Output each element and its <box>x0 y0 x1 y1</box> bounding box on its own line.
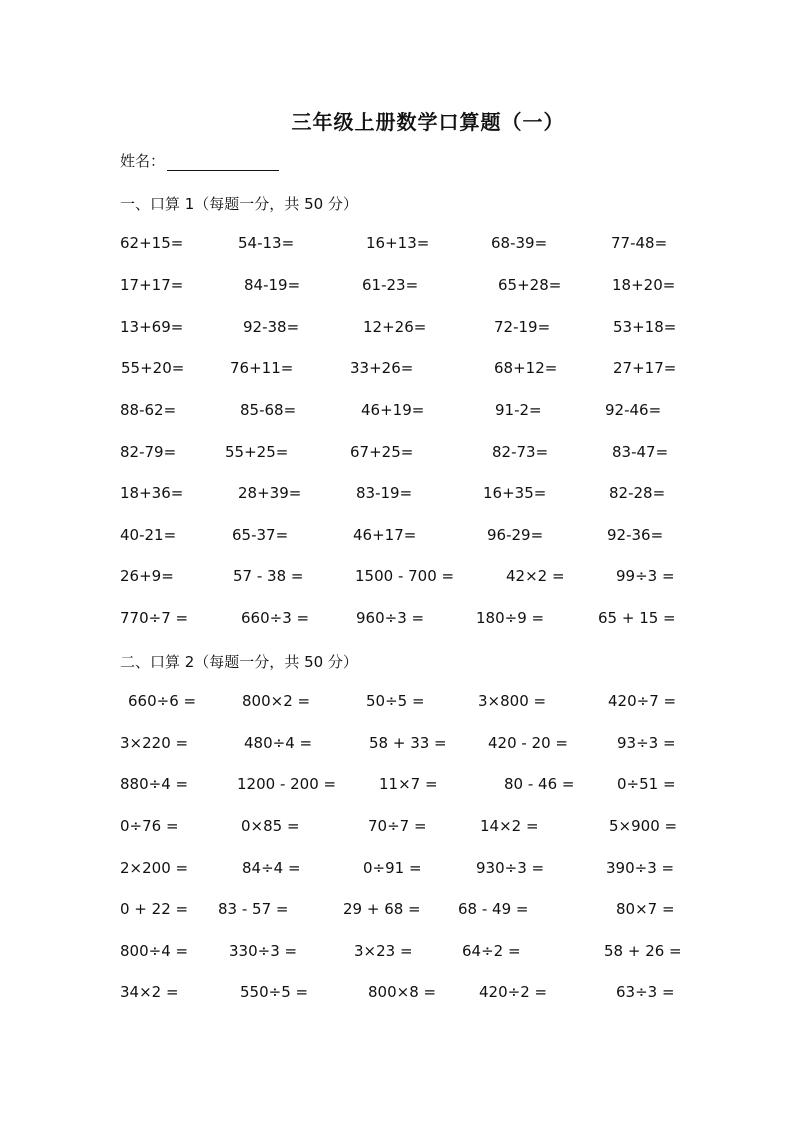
problem-item: 3×23 = <box>354 942 413 960</box>
problem-item: 420÷7 = <box>608 692 677 710</box>
name-label: 姓名： <box>120 152 166 170</box>
page-title: 三年级上册数学口算题（一） <box>291 110 565 134</box>
problem-item: 390÷3 = <box>606 859 675 877</box>
problem-item: 11×7 = <box>379 775 438 793</box>
problem-item: 55+20= <box>121 359 185 377</box>
problem-item: 26+9= <box>120 567 174 585</box>
section-2-heading: 二、口算 2（每题一分，共 50 分） <box>120 653 358 671</box>
problem-item: 800×8 = <box>368 983 437 1001</box>
problem-item: 72-19= <box>494 318 551 336</box>
problem-item: 0 + 22 = <box>120 900 189 918</box>
problem-item: 40-21= <box>120 526 177 544</box>
problem-item: 70÷7 = <box>368 817 427 835</box>
problem-item: 91-2= <box>495 401 542 419</box>
problem-item: 85-68= <box>240 401 297 419</box>
problem-item: 28+39= <box>238 484 302 502</box>
problem-item: 46+19= <box>361 401 425 419</box>
problem-item: 42×2 = <box>506 567 565 585</box>
problem-item: 3×800 = <box>478 692 547 710</box>
problem-item: 2×200 = <box>120 859 189 877</box>
problem-item: 420 - 20 = <box>488 734 569 752</box>
problem-item: 93÷3 = <box>617 734 676 752</box>
problem-item: 0÷76 = <box>120 817 179 835</box>
problem-item: 34×2 = <box>120 983 179 1001</box>
name-field <box>120 150 279 171</box>
problem-item: 82-79= <box>120 443 177 461</box>
problem-item: 83 - 57 = <box>218 900 289 918</box>
problem-item: 92-38= <box>243 318 300 336</box>
section-1-heading: 一、口算 1（每题一分，共 50 分） <box>120 195 358 213</box>
problem-item: 96-29= <box>487 526 544 544</box>
problem-item: 80×7 = <box>616 900 675 918</box>
problem-item: 550÷5 = <box>240 983 309 1001</box>
problem-item: 54-13= <box>238 234 295 252</box>
problem-item: 17+17= <box>120 276 184 294</box>
problem-item: 800×2 = <box>242 692 311 710</box>
problem-item: 92-36= <box>607 526 664 544</box>
problem-item: 65+28= <box>498 276 562 294</box>
problem-item: 14×2 = <box>480 817 539 835</box>
problem-item: 930÷3 = <box>476 859 545 877</box>
problem-item: 63÷3 = <box>616 983 675 1001</box>
problem-item: 46+17= <box>353 526 417 544</box>
problem-item: 84÷4 = <box>242 859 301 877</box>
problem-item: 0÷51 = <box>617 775 676 793</box>
problem-item: 180÷9 = <box>476 609 545 627</box>
problem-item: 660÷3 = <box>241 609 310 627</box>
problem-item: 61-23= <box>362 276 419 294</box>
problem-item: 88-62= <box>120 401 177 419</box>
problem-item: 1500 - 700 = <box>355 567 455 585</box>
problem-item: 68-39= <box>491 234 548 252</box>
problem-item: 83-47= <box>612 443 669 461</box>
problem-item: 53+18= <box>613 318 677 336</box>
problem-item: 420÷2 = <box>479 983 548 1001</box>
problem-item: 82-28= <box>609 484 666 502</box>
problem-item: 62+15= <box>120 234 184 252</box>
problem-item: 64÷2 = <box>462 942 521 960</box>
problem-item: 960÷3 = <box>356 609 425 627</box>
problem-item: 83-19= <box>356 484 413 502</box>
problem-item: 0×85 = <box>241 817 300 835</box>
problem-item: 5×900 = <box>609 817 678 835</box>
problem-item: 65-37= <box>232 526 289 544</box>
problem-item: 16+35= <box>483 484 547 502</box>
problem-item: 67+25= <box>350 443 414 461</box>
problem-item: 84-19= <box>244 276 301 294</box>
problem-item: 880÷4 = <box>120 775 189 793</box>
problem-item: 800÷4 = <box>120 942 189 960</box>
problem-item: 77-48= <box>611 234 668 252</box>
problem-item: 480÷4 = <box>244 734 313 752</box>
problem-item: 330÷3 = <box>229 942 298 960</box>
problem-item: 57 - 38 = <box>233 567 304 585</box>
problem-item: 82-73= <box>492 443 549 461</box>
problem-item: 76+11= <box>230 359 294 377</box>
problem-item: 16+13= <box>366 234 430 252</box>
problem-item: 29 + 68 = <box>343 900 421 918</box>
problem-item: 80 - 46 = <box>504 775 575 793</box>
problem-item: 50÷5 = <box>366 692 425 710</box>
problem-item: 33+26= <box>350 359 414 377</box>
problem-item: 18+20= <box>612 276 676 294</box>
problem-item: 92-46= <box>605 401 662 419</box>
name-blank-line <box>167 154 279 171</box>
problem-item: 55+25= <box>225 443 289 461</box>
problem-item: 3×220 = <box>120 734 189 752</box>
problem-item: 12+26= <box>363 318 427 336</box>
problem-item: 68+12= <box>494 359 558 377</box>
problem-item: 13+69= <box>120 318 184 336</box>
problem-item: 99÷3 = <box>616 567 675 585</box>
problem-item: 18+36= <box>120 484 184 502</box>
problem-item: 68 - 49 = <box>458 900 529 918</box>
problem-item: 58 + 26 = <box>604 942 682 960</box>
problem-item: 0÷91 = <box>363 859 422 877</box>
problem-item: 65 + 15 = <box>598 609 676 627</box>
problem-item: 27+17= <box>613 359 677 377</box>
problem-item: 660÷6 = <box>128 692 197 710</box>
problem-item: 1200 - 200 = <box>237 775 337 793</box>
problem-item: 58 + 33 = <box>369 734 447 752</box>
problem-item: 770÷7 = <box>120 609 189 627</box>
